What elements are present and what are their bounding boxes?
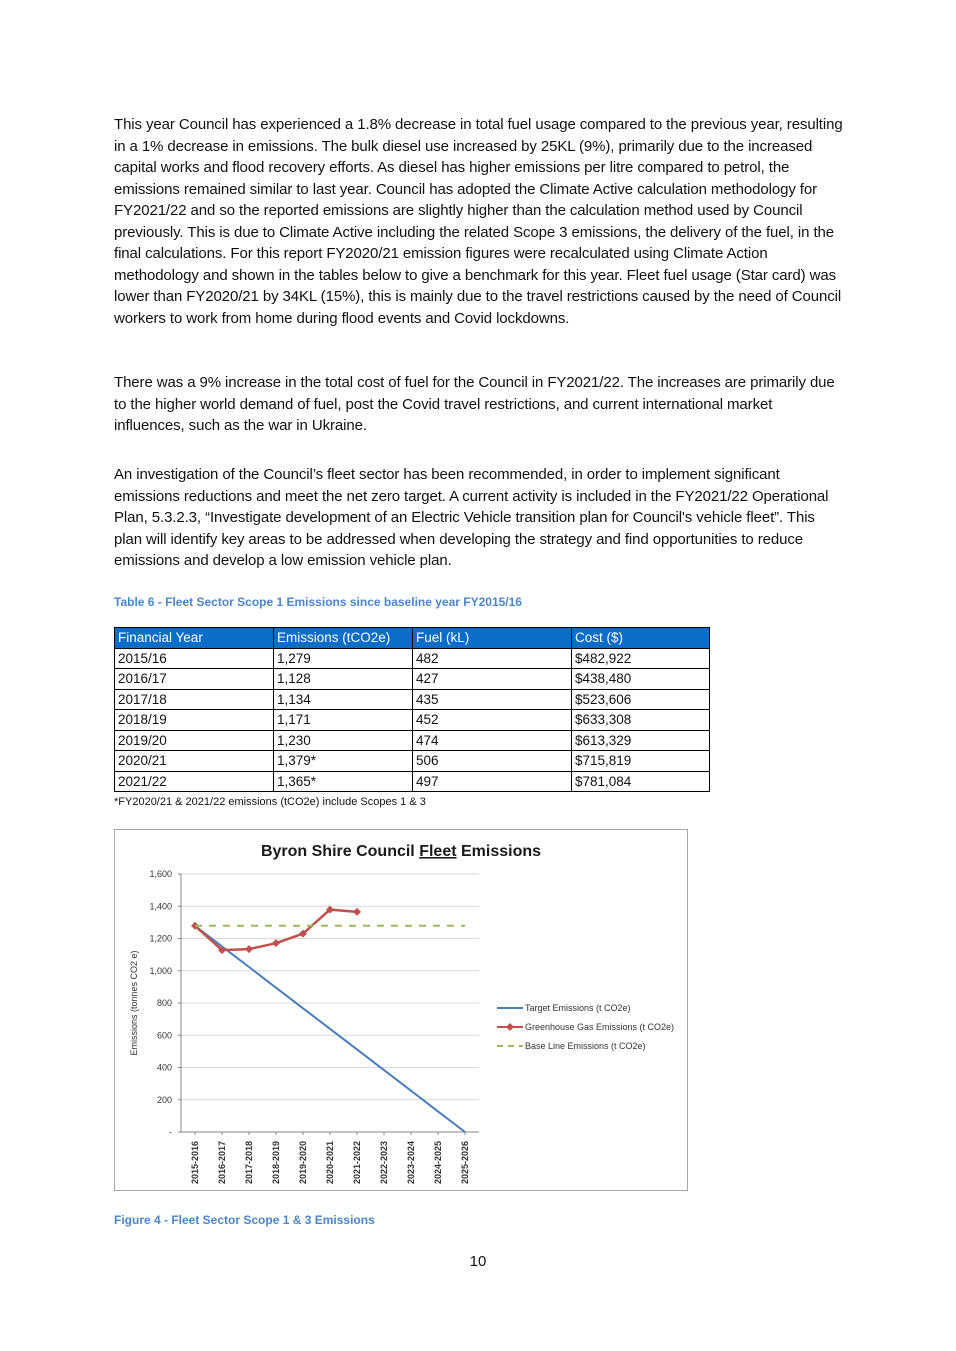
x-tick-label: 2018-2019 — [271, 1140, 281, 1184]
y-tick-label: 800 — [156, 998, 172, 1008]
header-cost: Cost ($) — [572, 628, 710, 649]
x-tick-label: 2017-2018 — [244, 1140, 254, 1184]
cell-emissions: 1,128 — [274, 669, 413, 690]
cell-emissions: 1,171 — [274, 710, 413, 731]
header-fuel: Fuel (kL) — [413, 628, 572, 649]
legend-label: Base Line Emissions (t CO2e) — [525, 1041, 646, 1051]
data-point-marker — [245, 945, 253, 953]
cell-emissions: 1,134 — [274, 689, 413, 710]
cell-year: 2017/18 — [115, 689, 274, 710]
y-tick-label: 600 — [156, 1030, 172, 1041]
table-row — [115, 771, 710, 792]
chart-canvas — [115, 830, 687, 1190]
cell-cost: $482,922 — [572, 648, 710, 669]
legend-label: Greenhouse Gas Emissions (t CO2e) — [525, 1022, 675, 1032]
page-number: 10 — [469, 1253, 487, 1270]
cell-cost: $613,329 — [572, 730, 710, 751]
cell-emissions: 1,279 — [274, 648, 413, 669]
x-tick-label: 2022-2023 — [379, 1140, 389, 1184]
y-axis-label: Emissions (tonnes CO2 e) — [129, 950, 139, 1056]
y-tick-label: 1,000 — [149, 965, 172, 976]
cell-cost: $715,819 — [572, 751, 710, 772]
emissions-chart — [114, 829, 688, 1191]
cell-cost: $781,084 — [572, 771, 710, 792]
cell-fuel: 427 — [413, 669, 572, 690]
table-header-row — [115, 628, 710, 649]
cell-year: 2016/17 — [115, 669, 274, 690]
x-tick-label: 2021-2022 — [352, 1140, 362, 1184]
cell-cost: $633,308 — [572, 710, 710, 731]
table-row — [115, 689, 710, 710]
y-tick-label: 1,400 — [149, 901, 172, 912]
figure-caption: Figure 4 - Fleet Sector Scope 1 & 3 Emissions — [114, 1213, 375, 1227]
cell-fuel: 497 — [413, 771, 572, 792]
legend-label: Target Emissions (t CO2e) — [525, 1003, 631, 1013]
header-emissions: Emissions (tCO2e) — [274, 628, 413, 649]
cell-year: 2015/16 — [115, 648, 274, 669]
paragraph-fuel-cost: There was a 9% increase in the total cost of fuel for the Council in FY2021/22. The increases are primarily due to the higher world demand of fuel, post the Covid travel restrictions, and current international market influences, such as the war in Ukraine. — [114, 374, 835, 434]
fleet-emissions-table — [114, 627, 710, 792]
cell-year: 2021/22 — [115, 771, 274, 792]
cell-fuel: 474 — [413, 730, 572, 751]
cell-cost: $438,480 — [572, 669, 710, 690]
data-point-marker — [272, 939, 280, 947]
series-line-0 — [195, 926, 465, 1132]
legend-marker — [506, 1023, 514, 1031]
y-tick-label: 200 — [156, 1094, 172, 1105]
x-tick-label: 2016-2017 — [217, 1140, 227, 1184]
cell-year: 2020/21 — [115, 751, 274, 772]
data-point-marker — [353, 908, 361, 916]
cell-fuel: 435 — [413, 689, 572, 710]
x-tick-label: 2025-2026 — [460, 1140, 470, 1184]
cell-fuel: 452 — [413, 710, 572, 731]
table-row — [115, 669, 710, 690]
x-tick-label: 2015-2016 — [190, 1140, 200, 1184]
cell-emissions: 1,365* — [274, 771, 413, 792]
table-row — [115, 730, 710, 751]
cell-emissions: 1,230 — [274, 730, 413, 751]
table-caption: Table 6 - Fleet Sector Scope 1 Emissions since baseline year FY2015/16 — [114, 595, 522, 609]
y-tick-label: 1,200 — [149, 933, 172, 944]
x-tick-label: 2023-2024 — [406, 1140, 416, 1184]
cell-fuel: 482 — [413, 648, 572, 669]
cell-cost: $523,606 — [572, 689, 710, 710]
header-financial-year: Financial Year — [115, 628, 274, 649]
chart-title: Byron Shire Council Fleet Emissions — [260, 843, 542, 860]
table-footnote: *FY2020/21 & 2021/22 emissions (tCO2e) include Scopes 1 & 3 — [114, 796, 426, 808]
y-tick-label: 400 — [156, 1062, 172, 1073]
table-row — [115, 710, 710, 731]
table-row — [115, 751, 710, 772]
paragraph-fuel-usage: This year Council has experienced a 1.8% decrease in total fuel usage compared to the previous year, resulting in a 1% decrease in emissions. The bulk diesel use increased by 25KL (9%), primarily due to the increased capital works and flood recovery efforts. As diesel has higher emissions per litre compared to petrol, the emissions remained similar to last year. Council has adopted the Climate Active calculation methodology for FY2021/22 and so the reported emissions are slightly higher than the calculation method used by Council previously. This is due to Climate Active including the related Scope 3 emissions, the delivery of the fuel, in the final calculations. For this report FY2020/21 emission figures were recalculated using Climate Action methodology and shown in the tables below to give a benchmark for this year. Fleet fuel usage (Star card) was lower than FY2020/21 by 34KL (15%), this is mainly due to the travel restrictions caused by the need of Council workers to work from home during flood events and Covid lockdowns. — [114, 116, 843, 327]
paragraph-fleet-investigation: An investigation of the Council’s fleet sector has been recommended, in order to implement significant emissions reductions and meet the net zero target. A current activity is included in the FY2021/22 Operational Plan, 5.3.2.3, “Investigate development of an Electric Vehicle transition plan for Council's vehicle fleet”. This plan will identify key areas to be addressed when developing the strategy and find opportunities to reduce emissions and develop a low emission vehicle plan. — [114, 466, 829, 569]
cell-emissions: 1,379* — [274, 751, 413, 772]
table-row — [115, 648, 710, 669]
y-tick-label: - — [169, 1127, 172, 1137]
x-tick-label: 2020-2021 — [325, 1140, 335, 1184]
x-tick-label: 2019-2020 — [298, 1140, 308, 1184]
cell-fuel: 506 — [413, 751, 572, 772]
y-tick-label: 1,600 — [149, 869, 172, 879]
cell-year: 2019/20 — [115, 730, 274, 751]
x-tick-label: 2024-2025 — [433, 1140, 443, 1184]
cell-year: 2018/19 — [115, 710, 274, 731]
